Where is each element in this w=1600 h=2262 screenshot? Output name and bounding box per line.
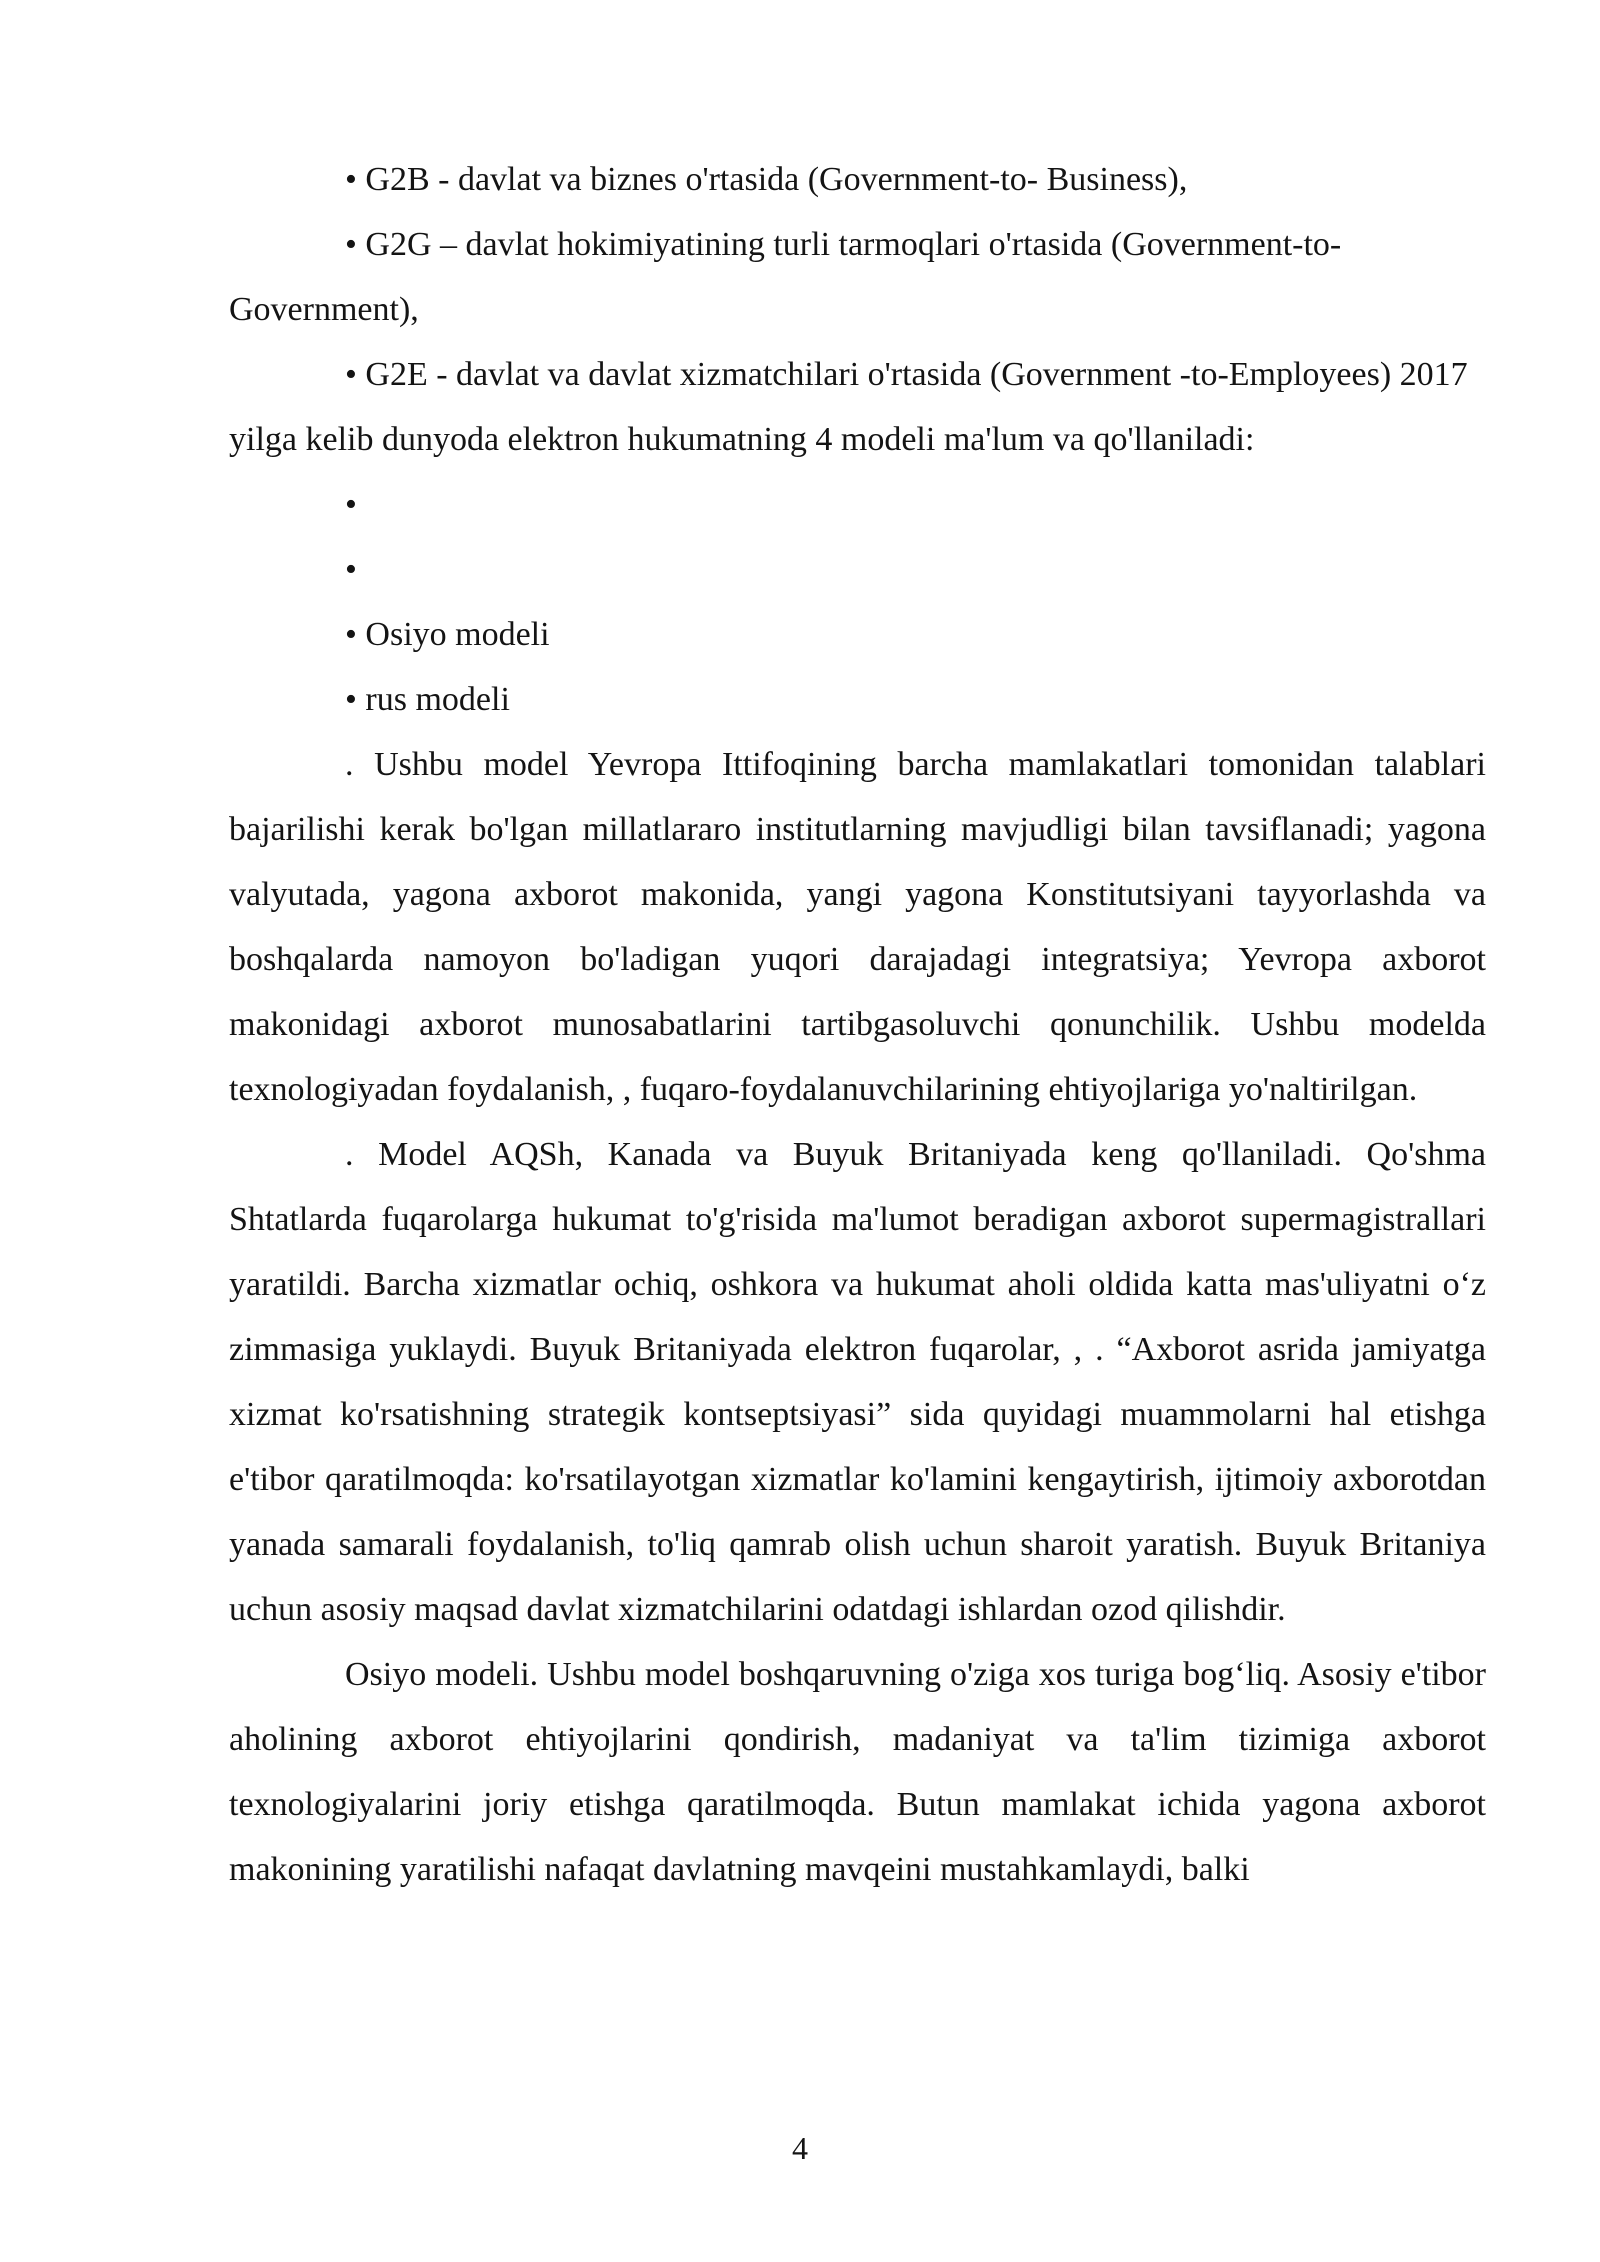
bullet-russian-model: • rus modeli — [345, 681, 510, 718]
page-number: 4 — [792, 2130, 808, 2166]
paragraph-asian-model: Osiyo modeli. Ushbu model boshqaruvning o'ziga xos turiga bog‘liq. Asosiy e'tibor aholining axborot ehtiyojlarini qondirish, madaniyat va ta'lim tizimiga axborot texnologiyalarini joriy etishga qaratilmoqda. Butun mamlakat ichida yagona axborot makonining yaratilishi nafaqat davlatning mavqeini mustahkamlaydi, balki — [229, 1656, 1486, 1888]
paragraph-anglo-american-model: . Model AQSh, Kanada va Buyuk Britaniyada keng qo'llaniladi. Qo'shma Shtatlarda fuqarolarga hukumat to'g'risida ma'lumot beradigan axborot supermagistrallari yaratildi. Barcha xizmatlar ochiq, oshkora va hukumat aholi oldida katta mas'uliyatni o‘z zimmasiga yuklaydi. Buyuk Britaniyada elektron fuqarolar, , . “Axborot asrida jamiyatga xizmat ko'rsatishning strategik kontseptsiyasi” sida quyidagi muammolarni hal etishga e'tibor qaratilmoqda: ko'rsatilayotgan xizmatlar ko'lamini kengaytirish, ijtimoiy axborotdan yanada samarali foydalanish, to'liq qamrab olish uchun sharoit yaratish. Buyuk Britaniya uchun asosiy maqsad davlat xizmatchilarini odatdagi ishlardan ozod qilishdir. — [229, 1136, 1486, 1628]
bullet-g2e: • G2E - davlat va davlat xizmatchilari o'rtasida (Government -to-Employees) 2017 yilga kelib dunyoda elektron hukumatning 4 modeli ma'lum va qo'llaniladi: — [229, 356, 1468, 458]
bullet-g2b: • G2B - davlat va biznes o'rtasida (Government-to- Business), — [345, 161, 1188, 198]
bullet-asian-model: • Osiyo modeli — [345, 616, 550, 653]
empty-bullet-2: • — [345, 551, 357, 588]
paragraph-european-model: . Ushbu model Yevropa Ittifoqining barcha mamlakatlari tomonidan talablari bajarilishi kerak bo'lgan millatlararo institutlarning mavjudligi bilan tavsiflanadi; yagona valyutada, yagona axborot makonida, yangi yagona Konstitutsiyani tayyorlashda va boshqalarda namoyon bo'ladigan yuqori darajadagi integratsiya; Yevropa axborot makonidagi axborot munosabatlarini tartibgasoluvchi qonunchilik. Ushbu modelda texnologiyadan foydalanish, , fuqaro-foydalanuvchilarining ehtiyojlariga yo'naltirilgan. — [229, 746, 1486, 1108]
body-text — [229, 147, 1486, 1902]
empty-bullet-1: • — [345, 486, 357, 523]
bullet-g2g: • G2G – davlat hokimiyatining turli tarmoqlari o'rtasida (Government-to-Government), — [229, 226, 1342, 328]
